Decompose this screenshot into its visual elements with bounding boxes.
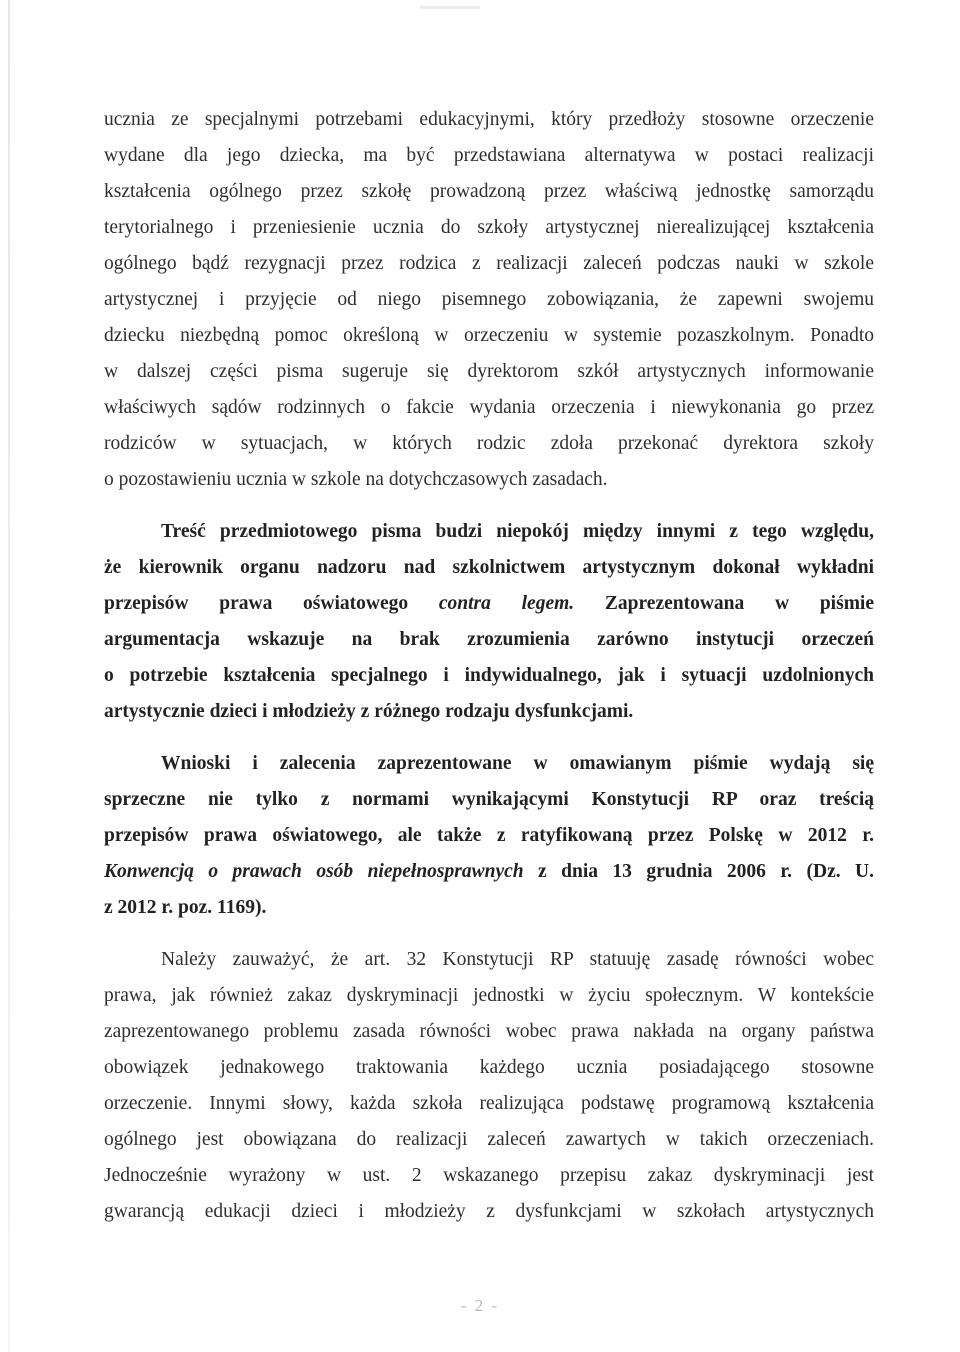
text-line: o potrzebie kształcenia specjalnego i indywidualnego, jak i sytuacji uzdolnionych: [104, 665, 874, 686]
text-line: zaprezentowanego problemu zasada równości wobec prawa nakłada na organy państwa: [104, 1021, 874, 1042]
text-line: [104, 586, 874, 622]
text-line: Należy zauważyć, że art. 32 Konstytucji RP statuuję zasadę równości wobec: [161, 949, 874, 970]
text-line: argumentacja wskazuje na brak zrozumienia zarówno instytucji orzeczeń: [104, 629, 874, 650]
paragraph-2: [104, 514, 874, 730]
text-segment: przepisów prawa oświatowego: [104, 593, 439, 614]
text-line: gwarancją edukacji dzieci i młodzieży z dysfunkcjami w szkołach artystycznych: [104, 1201, 874, 1222]
text-line: że kierownik organu nadzoru nad szkolnictwem artystycznym dokonał wykładni: [104, 557, 874, 578]
text-line: obowiązek jednakowego traktowania każdego ucznia posiadającego stosowne: [104, 1057, 874, 1078]
text-line: kształcenia ogólnego przez szkołę prowadzoną przez właściwą jednostkę samorządu: [104, 181, 874, 202]
scan-artifact: [420, 6, 480, 9]
paragraph-1: [104, 102, 874, 498]
text-line: dziecku niezbędną pomoc określoną w orzeczeniu w systemie pozaszkolnym. Ponadto: [104, 325, 874, 346]
text-line: prawa, jak również zakaz dyskryminacji jednostki w życiu społecznym. W kontekście: [104, 985, 874, 1006]
text-line: ucznia ze specjalnymi potrzebami edukacyjnymi, który przedłoży stosowne orzeczenie: [104, 109, 874, 130]
document-page: [104, 102, 874, 1230]
text-line: terytorialnego i przeniesienie ucznia do szkoły artystycznej nierealizującej kształcenia: [104, 217, 874, 238]
text-line: ogólnego bądź rezygnacji przez rodzica z realizacji zaleceń podczas nauki w szkole: [104, 253, 874, 274]
text-line: sprzeczne nie tylko z normami wynikającymi Konstytucji RP oraz treścią: [104, 789, 874, 810]
text-segment: z dnia 13 grudnia 2006 r. (Dz. U.: [523, 861, 874, 882]
text-line: ogólnego jest obowiązana do realizacji zaleceń zawartych w takich orzeczeniach.: [104, 1129, 874, 1150]
paragraph-3: [104, 746, 874, 926]
text-line: Wnioski i zalecenia zaprezentowane w omawianym piśmie wydają się: [161, 753, 874, 774]
text-line: o pozostawieniu ucznia w szkole na dotychczasowych zasadach.: [104, 469, 608, 490]
text-line: Jednocześnie wyrażony w ust. 2 wskazanego przepisu zakaz dyskryminacji jest: [104, 1165, 874, 1186]
text-line: rodziców w sytuacjach, w których rodzic zdoła przekonać dyrektora szkoły: [104, 433, 874, 454]
text-line: artystycznej i przyjęcie od niego pisemnego zobowiązania, że zapewni swojemu: [104, 289, 874, 310]
scan-edge: [8, 0, 10, 1352]
paragraph-4: [104, 942, 874, 1230]
latin-phrase: contra legem.: [438, 593, 575, 614]
convention-title: Konwencją o prawach osób niepełnosprawnych: [104, 861, 524, 882]
text-line: orzeczenie. Innymi słowy, każda szkoła realizująca podstawę programową kształcenia: [104, 1093, 874, 1114]
text-line: z 2012 r. poz. 1169).: [104, 897, 267, 918]
text-line: [104, 854, 874, 890]
page-number: - 2 -: [460, 1296, 500, 1315]
text-line: w dalszej części pisma sugeruje się dyrektorom szkół artystycznych informowanie: [104, 361, 874, 382]
text-line: artystycznie dzieci i młodzieży z różnego rodzaju dysfunkcjami.: [104, 701, 634, 722]
text-line: Treść przedmiotowego pisma budzi niepokój między innymi z tego względu,: [161, 521, 874, 542]
text-segment: Zaprezentowana w piśmie: [574, 593, 874, 614]
text-line: przepisów prawa oświatowego, ale także z ratyfikowaną przez Polskę w 2012 r.: [104, 825, 874, 846]
text-line: właściwych sądów rodzinnych o fakcie wydania orzeczenia i niewykonania go przez: [104, 397, 874, 418]
text-line: wydane dla jego dziecka, ma być przedstawiana alternatywa w postaci realizacji: [104, 145, 874, 166]
